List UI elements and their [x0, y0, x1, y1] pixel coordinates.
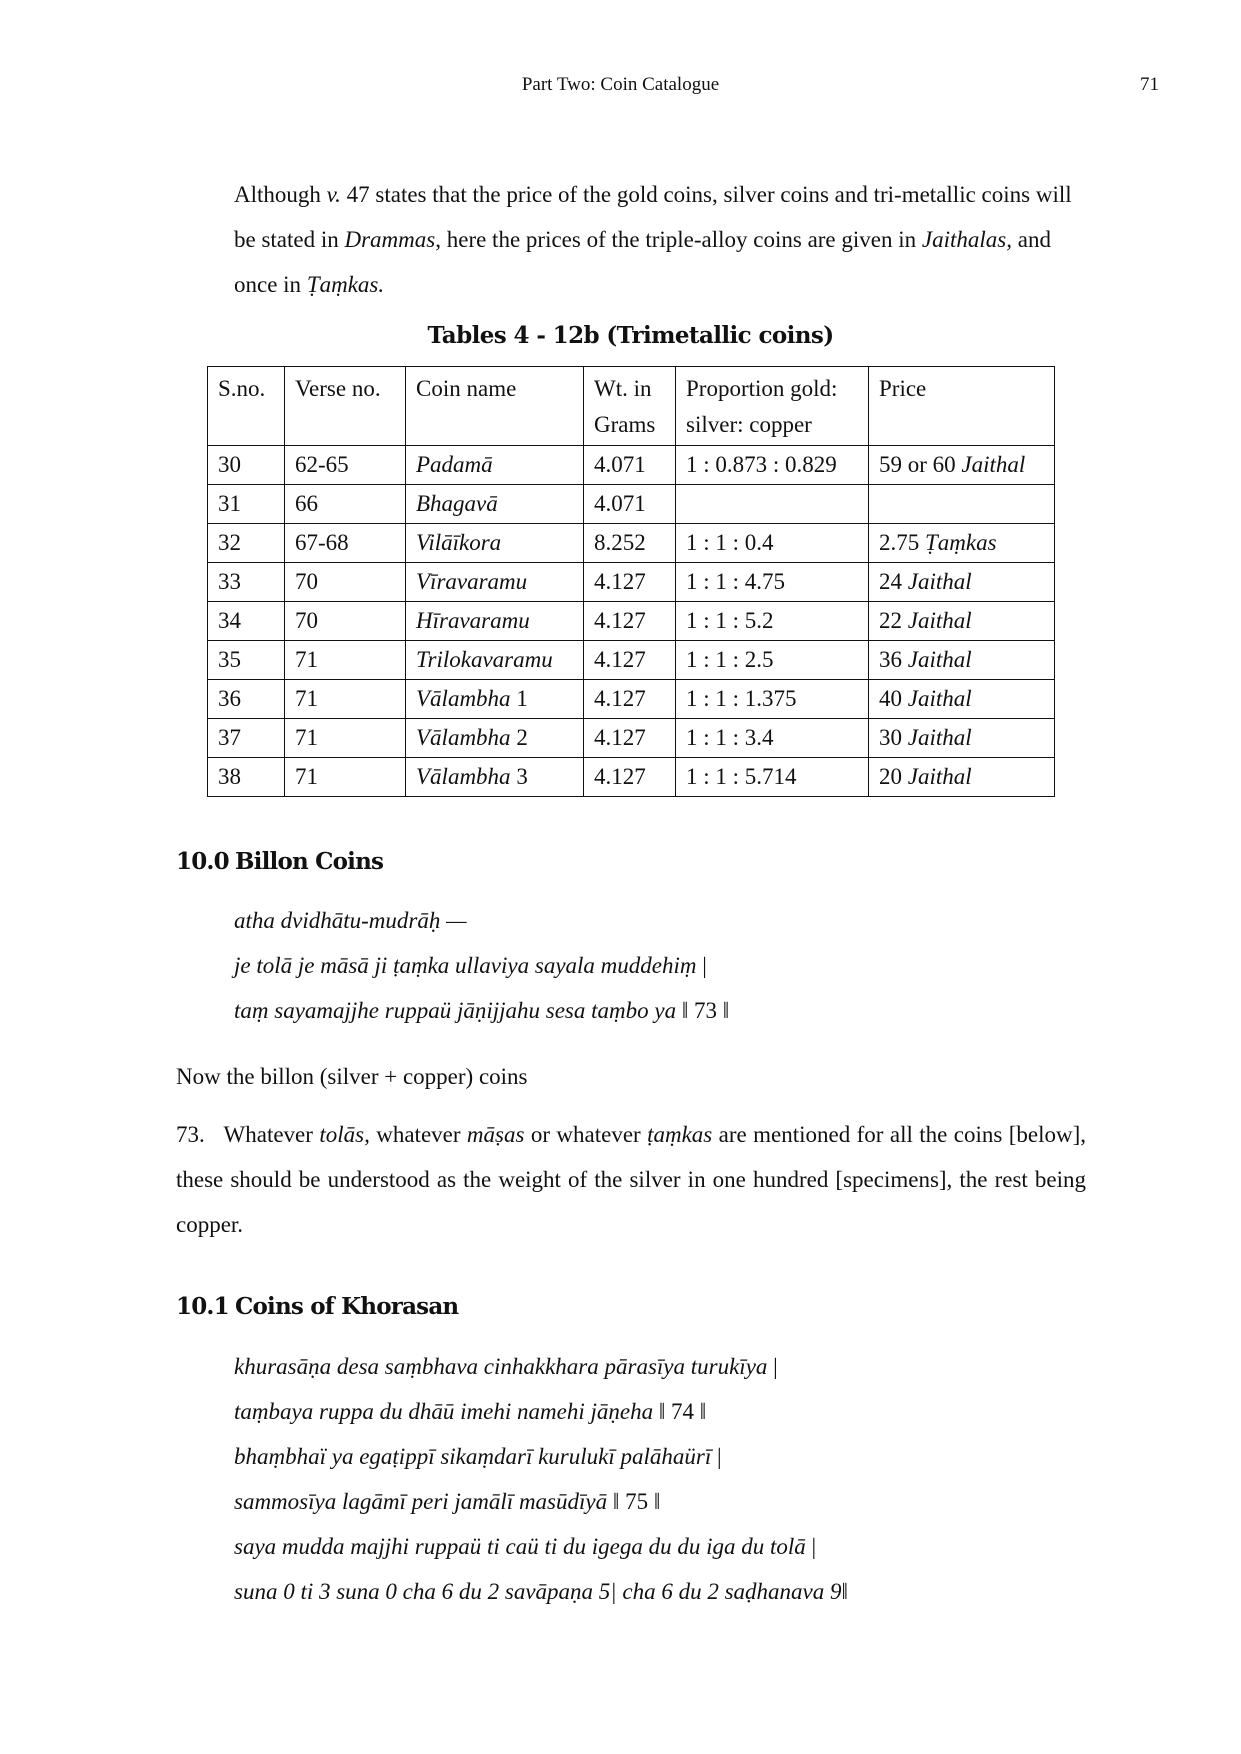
cell-price	[869, 641, 1055, 680]
section-heading-10-1	[176, 1293, 458, 1320]
cell-verse: 71	[285, 758, 406, 797]
trimetallic-coins-table	[207, 366, 1055, 797]
price-unit: Jaithal	[907, 608, 972, 633]
coin-name: Vīravaramu	[416, 569, 528, 594]
verse-mark: ‖ 73 ‖	[681, 998, 730, 1023]
cell-weight: 4.127	[584, 680, 676, 719]
cell-verse: 70	[285, 563, 406, 602]
cell-proportion: 1 : 0.873 : 0.829	[676, 446, 869, 485]
cell-verse: 62-65	[285, 446, 406, 485]
table-row	[208, 485, 1055, 524]
cell-price	[869, 602, 1055, 641]
page-number: 71	[1140, 74, 1159, 95]
intro-italic: Ṭaṃkas.	[306, 272, 385, 297]
cell-proportion: 1 : 1 : 5.2	[676, 602, 869, 641]
verse-block-73	[234, 898, 729, 1033]
cell-weight: 4.127	[584, 641, 676, 680]
cell-price	[869, 680, 1055, 719]
verse-text: atha dvidhātu-mudrāḥ —	[234, 908, 467, 933]
verse-mark: ‖ 74 ‖	[658, 1399, 707, 1424]
verse-line	[234, 1434, 848, 1479]
verse-line	[234, 898, 729, 943]
table-row	[208, 602, 1055, 641]
cell-sno: 36	[208, 680, 285, 719]
coin-name-suffix: 1	[510, 686, 528, 711]
cell-sno: 37	[208, 719, 285, 758]
verse-line	[234, 1569, 848, 1614]
price-value: 24	[879, 569, 908, 594]
table-row	[208, 719, 1055, 758]
verse-mark: ‖	[841, 1579, 848, 1604]
price-value: 20	[879, 764, 908, 789]
cell-coin-name	[406, 524, 584, 563]
cell-sno: 30	[208, 446, 285, 485]
coin-name: Padamā	[416, 452, 493, 477]
verse-line	[234, 943, 729, 988]
cell-weight: 4.127	[584, 719, 676, 758]
table-row	[208, 446, 1055, 485]
verse-line	[234, 1344, 848, 1389]
section-heading-10-0	[176, 848, 383, 875]
cell-coin-name	[406, 602, 584, 641]
cell-proportion	[676, 485, 869, 524]
table-row	[208, 641, 1055, 680]
price-value: 22	[879, 608, 908, 633]
col-header-weight: Wt. in Grams	[584, 367, 676, 446]
cell-sno: 34	[208, 602, 285, 641]
verse-text: saya mudda majjhi ruppaü ti caü ti du igega du du iga du tolā	[234, 1534, 812, 1559]
coin-name: Bhagavā	[416, 491, 498, 516]
cell-price	[869, 758, 1055, 797]
table-caption: Tables 4 - 12b (Trimetallic coins)	[427, 322, 834, 349]
price-unit: Jaithal	[907, 764, 972, 789]
cell-weight: 4.071	[584, 485, 676, 524]
para-italic: māṣas	[466, 1122, 525, 1147]
running-header-title: Part Two: Coin Catalogue	[521, 74, 720, 95]
intro-text: Although	[234, 182, 327, 207]
coin-name: Vilāīkora	[416, 530, 502, 555]
coin-name: Vālambha	[416, 764, 511, 789]
cell-proportion: 1 : 1 : 5.714	[676, 758, 869, 797]
intro-paragraph	[234, 172, 1086, 307]
col-header-verse: Verse no.	[285, 367, 406, 446]
verse-mark: |	[811, 1534, 817, 1559]
cell-weight: 8.252	[584, 524, 676, 563]
verse-text: khurasāṇa desa saṃbhava cinhakkhara pārasīya turukīya	[234, 1354, 774, 1379]
verse-mark: ‖ 75 ‖	[612, 1489, 661, 1514]
cell-coin-name	[406, 641, 584, 680]
price-unit: Jaithal	[961, 452, 1026, 477]
table-row	[208, 758, 1055, 797]
cell-weight: 4.127	[584, 602, 676, 641]
cell-sno: 33	[208, 563, 285, 602]
price-value: 36	[879, 647, 908, 672]
col-header-sno: S.no.	[208, 367, 285, 446]
price-value: 2.75	[879, 530, 925, 555]
verse-text: suna 0 ti 3 suna 0 cha 6 du 2 savāpaṇa 5| cha 6 du 2 saḍhanava 9	[234, 1579, 842, 1604]
price-value: 30	[879, 725, 908, 750]
cell-sno: 32	[208, 524, 285, 563]
price-unit: Jaithal	[907, 569, 972, 594]
para-italic: tolās,	[319, 1122, 370, 1147]
intro-italic: v.	[326, 182, 341, 207]
verse-line	[234, 1479, 848, 1524]
coin-name-suffix: 2	[510, 725, 528, 750]
cell-proportion: 1 : 1 : 2.5	[676, 641, 869, 680]
cell-verse: 67-68	[285, 524, 406, 563]
verse-text: taṃ sayamajjhe ruppaü jāṇijjahu sesa taṃbo ya	[234, 998, 682, 1023]
para-text: whatever	[369, 1122, 467, 1147]
cell-proportion: 1 : 1 : 0.4	[676, 524, 869, 563]
table-row	[208, 524, 1055, 563]
coin-name: Vālambha	[416, 686, 511, 711]
verse-mark: |	[716, 1444, 722, 1469]
price-unit: Jaithal	[907, 686, 972, 711]
cell-sno: 35	[208, 641, 285, 680]
cell-verse: 71	[285, 719, 406, 758]
verse-text: bhaṃbhaï ya egaṭippī sikaṃdarī kurulukī palāhaürī	[234, 1444, 717, 1469]
cell-sno: 31	[208, 485, 285, 524]
verse-mark: |	[773, 1354, 778, 1379]
verse-line	[234, 988, 729, 1033]
cell-verse: 71	[285, 641, 406, 680]
cell-proportion: 1 : 1 : 4.75	[676, 563, 869, 602]
cell-price	[869, 719, 1055, 758]
col-header-proportion: Proportion gold: silver: copper	[676, 367, 869, 446]
cell-verse: 71	[285, 680, 406, 719]
cell-coin-name	[406, 446, 584, 485]
intro-text: 47 states that the price of the gold coins, silver coins and tri-metallic coins will be stated in	[234, 182, 1072, 252]
cell-weight: 4.071	[584, 446, 676, 485]
verse-text: sammosīya lagāmī peri jamālī masūdīyā	[234, 1489, 613, 1514]
para-text: 73. Whatever	[176, 1122, 320, 1147]
col-header-price: Price	[869, 367, 1055, 446]
cell-coin-name	[406, 680, 584, 719]
price-value: 59 or 60	[879, 452, 962, 477]
intro-italic: Drammas	[344, 227, 436, 252]
price-unit: Ṭaṃkas	[925, 530, 997, 555]
cell-weight: 4.127	[584, 758, 676, 797]
cell-coin-name	[406, 719, 584, 758]
translation-heading: Now the billon (silver + copper) coins	[176, 1064, 528, 1089]
price-unit: Jaithal	[907, 647, 972, 672]
verse-text: je tolā je māsā ji ṭaṃka ullaviya sayala muddehiṃ	[234, 953, 703, 978]
cell-price	[869, 485, 1055, 524]
section-number: 10.1	[176, 1293, 229, 1320]
cell-price	[869, 524, 1055, 563]
section-title: Coins of Khorasan	[235, 1293, 459, 1320]
col-header-coin-name: Coin name	[406, 367, 584, 446]
coin-name: Trilokavaramu	[416, 647, 553, 672]
verse-mark: |	[702, 953, 707, 978]
cell-verse: 70	[285, 602, 406, 641]
price-unit: Jaithal	[907, 725, 972, 750]
para-text: or whatever	[524, 1122, 648, 1147]
para-text: are mentioned for all the coins [below], these should be understood as the weight of the silver in one hundred [specimens], the rest being copper.	[176, 1122, 1086, 1237]
coin-name: Vālambha	[416, 725, 511, 750]
verse-line	[234, 1524, 848, 1569]
cell-price	[869, 563, 1055, 602]
coin-name: Hīravaramu	[416, 608, 530, 633]
cell-proportion: 1 : 1 : 3.4	[676, 719, 869, 758]
cell-price	[869, 446, 1055, 485]
table-row	[208, 680, 1055, 719]
section-number: 10.0	[176, 848, 229, 875]
coin-name-suffix: 3	[510, 764, 528, 789]
intro-text: , here the prices of the triple-alloy coins are given in	[435, 227, 922, 252]
table-header-row	[208, 367, 1055, 446]
cell-coin-name	[406, 758, 584, 797]
section-title: Billon Coins	[235, 848, 384, 875]
cell-proportion: 1 : 1 : 1.375	[676, 680, 869, 719]
cell-verse: 66	[285, 485, 406, 524]
verse-block-74-76	[234, 1344, 848, 1614]
price-value: 40	[879, 686, 908, 711]
intro-italic: Jaithalas,	[921, 227, 1012, 252]
cell-weight: 4.127	[584, 563, 676, 602]
cell-coin-name	[406, 563, 584, 602]
verse-text: taṃbaya ruppa du dhāū imehi namehi jāṇeha	[234, 1399, 659, 1424]
table-row	[208, 563, 1055, 602]
translation-paragraph-73	[176, 1112, 1086, 1247]
verse-line	[234, 1389, 848, 1434]
para-italic: ṭaṃkas	[647, 1122, 713, 1147]
cell-coin-name	[406, 485, 584, 524]
cell-sno: 38	[208, 758, 285, 797]
intro-text: and once in	[234, 227, 1051, 297]
